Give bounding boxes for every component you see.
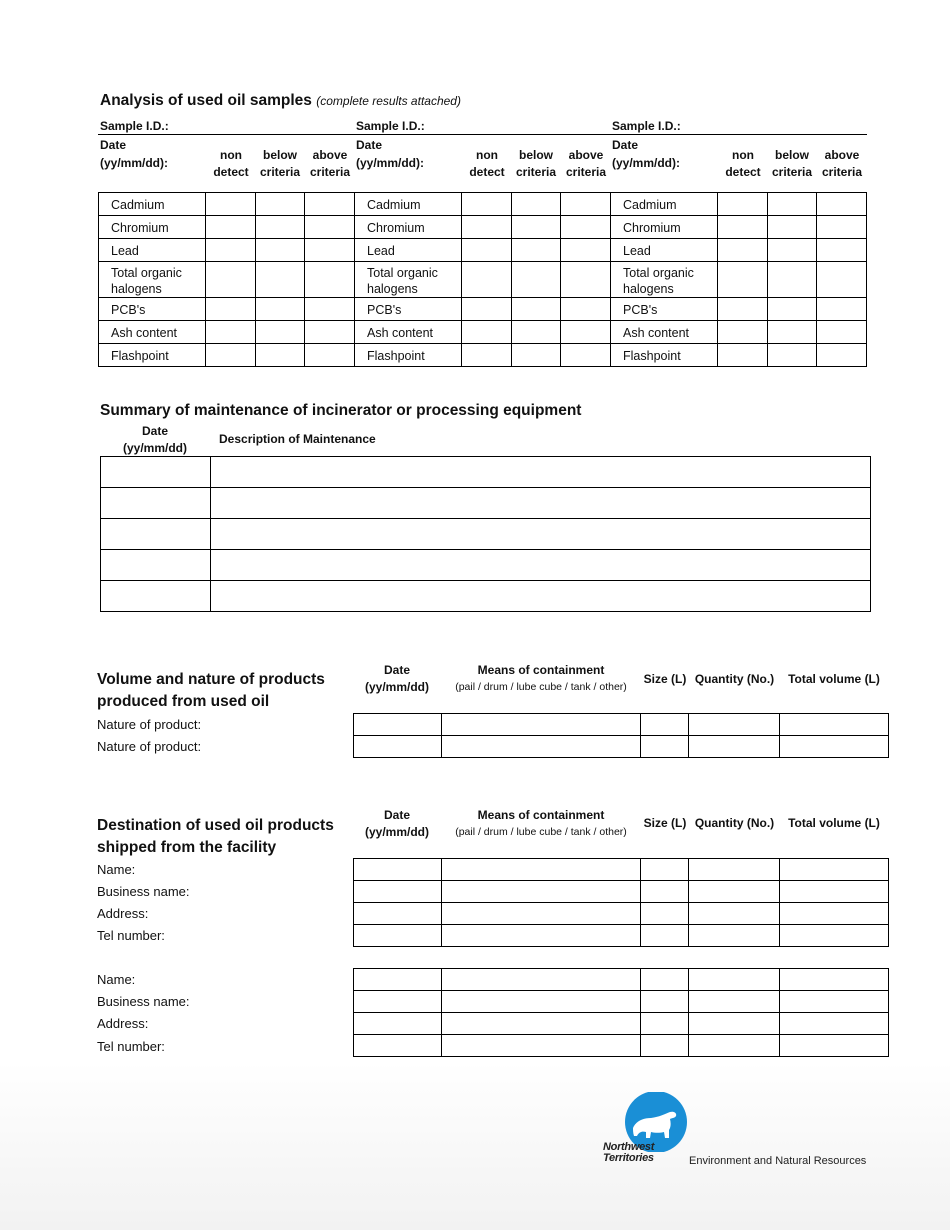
col-above-criteria: above criteria: [821, 148, 863, 179]
entry-row: [354, 1035, 889, 1057]
non-detect-cell[interactable]: [461, 239, 511, 262]
below-criteria-cell[interactable]: [255, 344, 305, 367]
non-detect-cell[interactable]: [205, 344, 255, 367]
date-cell[interactable]: [354, 1013, 442, 1035]
maintenance-date-cell[interactable]: [101, 581, 211, 612]
above-criteria-cell[interactable]: [561, 298, 611, 321]
analysis-row: [355, 216, 611, 239]
analysis-title: [100, 92, 461, 110]
date-format-label: (yy/mm/dd):: [612, 156, 681, 170]
analysis-row: [99, 239, 355, 262]
below-criteria-cell[interactable]: [767, 239, 817, 262]
means-of-containment-cell[interactable]: [441, 903, 641, 925]
maintenance-title: Summary of maintenance of incinerator or processing equipment: [100, 402, 582, 419]
col-non-detect: non detect: [725, 148, 761, 179]
parameter-label: Total organic halogens: [99, 262, 206, 298]
maintenance-description-cell[interactable]: [210, 519, 870, 550]
above-criteria-cell[interactable]: [817, 216, 867, 239]
analysis-table-1: [98, 192, 355, 367]
tel-number-label: Tel number:: [97, 1039, 165, 1054]
means-of-containment-cell[interactable]: [441, 1035, 641, 1057]
non-detect-cell[interactable]: [205, 262, 255, 298]
size-cell[interactable]: [641, 736, 689, 758]
parameter-label: Cadmium: [355, 193, 462, 216]
maintenance-date-cell[interactable]: [101, 519, 211, 550]
quantity-cell[interactable]: [689, 881, 780, 903]
below-criteria-cell[interactable]: [511, 298, 561, 321]
below-criteria-cell[interactable]: [255, 321, 305, 344]
size-cell[interactable]: [641, 991, 689, 1013]
below-criteria-cell[interactable]: [767, 321, 817, 344]
destination-title: Destination of used oil products shipped from the facility: [97, 817, 334, 856]
means-of-containment-cell[interactable]: [441, 714, 641, 736]
size-cell[interactable]: [641, 859, 689, 881]
logo-wordmark: [603, 1142, 654, 1164]
non-detect-cell[interactable]: [461, 344, 511, 367]
entry-row: [354, 925, 889, 947]
above-criteria-cell[interactable]: [561, 344, 611, 367]
date-label: Date: [612, 138, 639, 152]
total-volume-cell[interactable]: [780, 1013, 889, 1035]
parameter-label: Ash content: [611, 321, 718, 344]
total-volume-cell[interactable]: [780, 991, 889, 1013]
col-size: Size (L): [643, 816, 687, 830]
col-below-criteria: below criteria: [771, 148, 813, 179]
entry-row: [354, 859, 889, 881]
quantity-cell[interactable]: [689, 736, 780, 758]
below-criteria-cell[interactable]: [511, 344, 561, 367]
analysis-note: (complete results attached): [316, 94, 461, 108]
size-cell[interactable]: [641, 881, 689, 903]
col-total-volume: Total volume (L): [788, 816, 880, 830]
maintenance-description-cell[interactable]: [210, 550, 870, 581]
total-volume-cell[interactable]: [780, 859, 889, 881]
quantity-cell[interactable]: [689, 969, 780, 991]
analysis-row: [99, 321, 355, 344]
means-of-containment-cell[interactable]: [441, 859, 641, 881]
volume-title: Volume and nature of products produced from used oil: [97, 671, 325, 710]
analysis-row: [611, 298, 867, 321]
destination-table-1: [353, 858, 889, 947]
date-cell[interactable]: [354, 903, 442, 925]
parameter-label: Total organic halogens: [355, 262, 462, 298]
col-date: Date (yy/mm/dd): [364, 663, 429, 694]
below-criteria-cell[interactable]: [255, 298, 305, 321]
date-cell[interactable]: [354, 925, 442, 947]
maintenance-date-cell[interactable]: [101, 488, 211, 519]
above-criteria-cell[interactable]: [561, 193, 611, 216]
quantity-cell[interactable]: [689, 925, 780, 947]
parameter-label: Total organic halogens: [611, 262, 718, 298]
above-criteria-cell[interactable]: [817, 262, 867, 298]
above-criteria-cell[interactable]: [305, 216, 355, 239]
entry-row: [354, 1013, 889, 1035]
above-criteria-cell[interactable]: [817, 344, 867, 367]
non-detect-cell[interactable]: [205, 239, 255, 262]
above-criteria-cell[interactable]: [817, 193, 867, 216]
below-criteria-cell[interactable]: [255, 239, 305, 262]
total-volume-cell[interactable]: [780, 736, 889, 758]
date-format-label: (yy/mm/dd):: [100, 156, 169, 170]
parameter-label: Ash content: [355, 321, 462, 344]
col-non-detect: non detect: [213, 148, 249, 179]
total-volume-cell[interactable]: [780, 714, 889, 736]
col-above-criteria: above criteria: [565, 148, 607, 179]
maintenance-description-header: Description of Maintenance: [219, 432, 376, 446]
non-detect-cell[interactable]: [205, 298, 255, 321]
non-detect-cell[interactable]: [717, 262, 767, 298]
col-total-volume: Total volume (L): [788, 672, 880, 686]
below-criteria-cell[interactable]: [511, 262, 561, 298]
date-cell[interactable]: [354, 969, 442, 991]
below-criteria-cell[interactable]: [767, 193, 817, 216]
maintenance-date-cell[interactable]: [101, 550, 211, 581]
logo-text-northwest: Northwest: [603, 1141, 655, 1153]
col-non-detect: non detect: [469, 148, 505, 179]
maintenance-table: [100, 456, 871, 612]
analysis-row: [355, 344, 611, 367]
below-criteria-cell[interactable]: [255, 216, 305, 239]
above-criteria-cell[interactable]: [817, 298, 867, 321]
parameter-label: Lead: [355, 239, 462, 262]
analysis-row: [355, 298, 611, 321]
maintenance-date-cell[interactable]: [101, 457, 211, 488]
maintenance-date-header: Date (yy/mm/dd): [122, 424, 187, 455]
date-cell[interactable]: [354, 991, 442, 1013]
nwt-logo: [603, 1092, 693, 1172]
analysis-row: [355, 239, 611, 262]
maintenance-description-cell[interactable]: [210, 457, 870, 488]
entry-row: [354, 903, 889, 925]
non-detect-cell[interactable]: [461, 321, 511, 344]
quantity-cell[interactable]: [689, 859, 780, 881]
total-volume-cell[interactable]: [780, 881, 889, 903]
entry-row: [354, 714, 889, 736]
parameter-label: Lead: [99, 239, 206, 262]
total-volume-cell[interactable]: [780, 925, 889, 947]
non-detect-cell[interactable]: [717, 193, 767, 216]
quantity-cell[interactable]: [689, 1035, 780, 1057]
footer-band: [0, 1062, 950, 1230]
above-criteria-cell[interactable]: [305, 298, 355, 321]
parameter-label: Chromium: [99, 216, 206, 239]
col-means-of-containment: Means of containment (pail / drum / lube cube / tank / other): [455, 808, 627, 838]
total-volume-cell[interactable]: [780, 903, 889, 925]
parameter-label: PCB's: [99, 298, 206, 321]
date-format-label: (yy/mm/dd):: [356, 156, 425, 170]
maintenance-row: [101, 581, 871, 612]
col-quantity: Quantity (No.): [694, 816, 775, 830]
col-means-of-containment: Means of containment (pail / drum / lube cube / tank / other): [455, 663, 627, 693]
analysis-header-rule: [98, 134, 867, 135]
volume-table: [353, 713, 889, 758]
date-cell[interactable]: [354, 1035, 442, 1057]
address-label: Address:: [97, 1016, 149, 1031]
date-cell[interactable]: [354, 859, 442, 881]
analysis-table-body: [99, 193, 355, 367]
below-criteria-cell[interactable]: [511, 239, 561, 262]
above-criteria-cell[interactable]: [561, 216, 611, 239]
maintenance-description-cell[interactable]: [210, 581, 870, 612]
date-cell[interactable]: [354, 736, 442, 758]
parameter-label: Flashpoint: [355, 344, 462, 367]
size-cell[interactable]: [641, 925, 689, 947]
above-criteria-cell[interactable]: [305, 344, 355, 367]
analysis-row: [355, 193, 611, 216]
non-detect-cell[interactable]: [205, 216, 255, 239]
col-above-criteria: above criteria: [309, 148, 351, 179]
analysis-row: [611, 344, 867, 367]
below-criteria-cell[interactable]: [511, 193, 561, 216]
above-criteria-cell[interactable]: [305, 321, 355, 344]
below-criteria-cell[interactable]: [767, 262, 817, 298]
sample-id-label: Sample I.D.:: [100, 119, 169, 133]
total-volume-cell[interactable]: [780, 969, 889, 991]
date-label: Date: [100, 138, 127, 152]
analysis-table-body: [611, 193, 867, 367]
parameter-label: PCB's: [611, 298, 718, 321]
non-detect-cell[interactable]: [461, 298, 511, 321]
nature-of-product-label: Nature of product:: [97, 717, 202, 732]
quantity-cell[interactable]: [689, 903, 780, 925]
analysis-row: [611, 262, 867, 298]
non-detect-cell[interactable]: [717, 321, 767, 344]
maintenance-row: [101, 550, 871, 581]
date-cell[interactable]: [354, 881, 442, 903]
name-label: Name:: [97, 862, 136, 877]
analysis-table-2: [354, 192, 611, 367]
non-detect-cell[interactable]: [717, 216, 767, 239]
parameter-label: Flashpoint: [611, 344, 718, 367]
analysis-row: [355, 262, 611, 298]
analysis-row: [355, 321, 611, 344]
col-quantity: Quantity (No.): [694, 672, 775, 686]
size-cell[interactable]: [641, 969, 689, 991]
means-of-containment-cell[interactable]: [441, 736, 641, 758]
analysis-row: [611, 193, 867, 216]
above-criteria-cell[interactable]: [305, 239, 355, 262]
analysis-row: [611, 239, 867, 262]
above-criteria-cell[interactable]: [561, 321, 611, 344]
size-cell[interactable]: [641, 714, 689, 736]
analysis-row: [99, 216, 355, 239]
entry-row: [354, 736, 889, 758]
parameter-label: Chromium: [611, 216, 718, 239]
business-name-label: Business name:: [97, 884, 190, 899]
maintenance-description-cell[interactable]: [210, 488, 870, 519]
quantity-cell[interactable]: [689, 991, 780, 1013]
non-detect-cell[interactable]: [205, 193, 255, 216]
analysis-row: [611, 216, 867, 239]
size-cell[interactable]: [641, 1035, 689, 1057]
analysis-table-body: [355, 193, 611, 367]
means-of-containment-cell[interactable]: [441, 969, 641, 991]
size-cell[interactable]: [641, 1013, 689, 1035]
business-name-label: Business name:: [97, 994, 190, 1009]
means-of-containment-cell[interactable]: [441, 991, 641, 1013]
analysis-row: [99, 262, 355, 298]
above-criteria-cell[interactable]: [561, 239, 611, 262]
col-below-criteria: below criteria: [515, 148, 557, 179]
entry-row: [354, 881, 889, 903]
name-label: Name:: [97, 972, 136, 987]
quantity-cell[interactable]: [689, 714, 780, 736]
department-name: Environment and Natural Resources: [689, 1155, 867, 1167]
date-label: Date: [356, 138, 383, 152]
parameter-label: Chromium: [355, 216, 462, 239]
sample-id-label: Sample I.D.:: [612, 119, 681, 133]
destination-table-2: [353, 968, 889, 1057]
address-label: Address:: [97, 906, 149, 921]
analysis-table-3: [610, 192, 867, 367]
above-criteria-cell[interactable]: [305, 262, 355, 298]
analysis-row: [611, 321, 867, 344]
above-criteria-cell[interactable]: [817, 239, 867, 262]
col-date: Date (yy/mm/dd): [364, 808, 429, 839]
parameter-label: Cadmium: [99, 193, 206, 216]
col-below-criteria: below criteria: [259, 148, 301, 179]
below-criteria-cell[interactable]: [511, 216, 561, 239]
non-detect-cell[interactable]: [461, 262, 511, 298]
parameter-label: Ash content: [99, 321, 206, 344]
analysis-title-text: Analysis of used oil samples: [100, 92, 312, 109]
parameter-label: Cadmium: [611, 193, 718, 216]
parameter-label: Flashpoint: [99, 344, 206, 367]
logo-text-territories: Territories: [603, 1152, 654, 1164]
date-cell[interactable]: [354, 714, 442, 736]
analysis-row: [99, 193, 355, 216]
analysis-row: [99, 298, 355, 321]
below-criteria-cell[interactable]: [255, 193, 305, 216]
below-criteria-cell[interactable]: [255, 262, 305, 298]
maintenance-row: [101, 519, 871, 550]
entry-row: [354, 969, 889, 991]
above-criteria-cell[interactable]: [561, 262, 611, 298]
non-detect-cell[interactable]: [461, 216, 511, 239]
non-detect-cell[interactable]: [717, 239, 767, 262]
parameter-label: PCB's: [355, 298, 462, 321]
above-criteria-cell[interactable]: [817, 321, 867, 344]
below-criteria-cell[interactable]: [511, 321, 561, 344]
means-of-containment-cell[interactable]: [441, 1013, 641, 1035]
sample-id-label: Sample I.D.:: [356, 119, 425, 133]
parameter-label: Lead: [611, 239, 718, 262]
total-volume-cell[interactable]: [780, 1035, 889, 1057]
maintenance-row: [101, 488, 871, 519]
size-cell[interactable]: [641, 903, 689, 925]
non-detect-cell[interactable]: [461, 193, 511, 216]
tel-number-label: Tel number:: [97, 928, 165, 943]
nature-of-product-label: Nature of product:: [97, 739, 202, 754]
entry-row: [354, 991, 889, 1013]
means-of-containment-cell[interactable]: [441, 925, 641, 947]
means-of-containment-cell[interactable]: [441, 881, 641, 903]
below-criteria-cell[interactable]: [767, 216, 817, 239]
below-criteria-cell[interactable]: [767, 344, 817, 367]
analysis-row: [99, 344, 355, 367]
col-size: Size (L): [643, 672, 687, 686]
non-detect-cell[interactable]: [717, 298, 767, 321]
quantity-cell[interactable]: [689, 1013, 780, 1035]
above-criteria-cell[interactable]: [305, 193, 355, 216]
non-detect-cell[interactable]: [717, 344, 767, 367]
non-detect-cell[interactable]: [205, 321, 255, 344]
below-criteria-cell[interactable]: [767, 298, 817, 321]
maintenance-row: [101, 457, 871, 488]
